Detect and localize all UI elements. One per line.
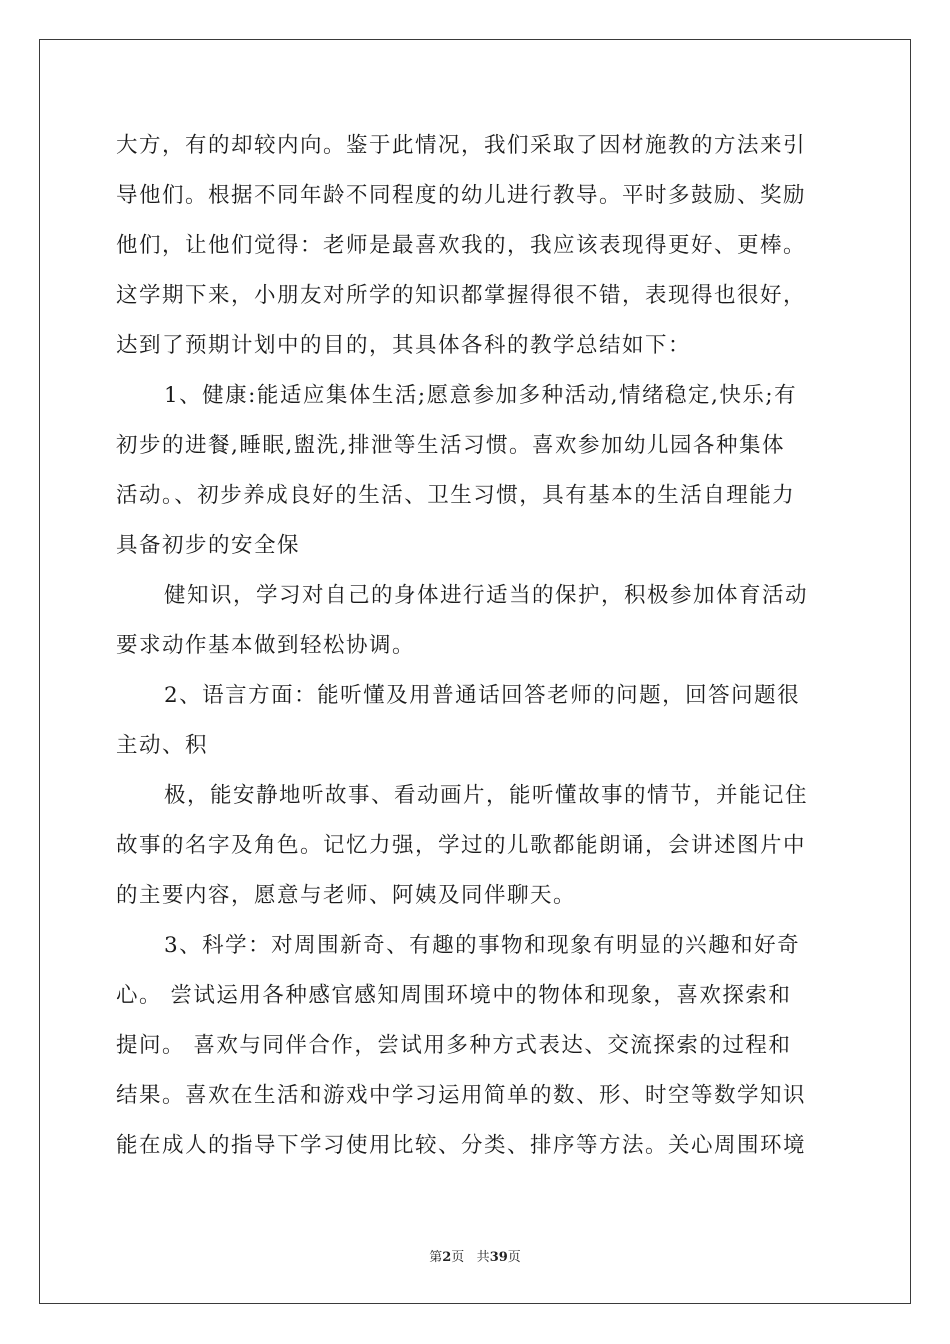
text-line: 2、语言方面：能听懂及用普通话回答老师的问题，回答问题很	[164, 683, 801, 708]
text-line: 他们，让他们觉得：老师是最喜欢我的，我应该表现得更好、更棒。	[116, 233, 807, 258]
text-line: 达到了预期计划中的目的，其具体各科的教学总结如下：	[116, 333, 692, 358]
text-line: 大方，有的却较内向。鉴于此情况，我们采取了因材施教的方法来引	[116, 133, 807, 158]
page-suffix: 页	[451, 1250, 465, 1265]
text-line: 健知识，学习对自己的身体进行适当的保护，积极参加体育活动	[164, 583, 809, 608]
text-line: 要求动作基本做到轻松协调。	[116, 633, 416, 658]
text-line: 结果。喜欢在生活和游戏中学习运用简单的数、形、时空等数学知识	[116, 1083, 807, 1108]
total-prefix: 共	[476, 1250, 490, 1265]
text-line: 的主要内容，愿意与老师、阿姨及同伴聊天。	[116, 883, 577, 908]
text-line: 能在成人的指导下学习使用比较、分类、排序等方法。关心周围环境	[116, 1133, 807, 1158]
text-line: 提问。 喜欢与同伴合作，尝试用多种方式表达、交流探索的过程和	[116, 1033, 792, 1058]
text-line: 故事的名字及角色。记忆力强，学过的儿歌都能朗诵，会讲述图片中	[116, 833, 807, 858]
text-line: 极，能安静地听故事、看动画片，能听懂故事的情节，并能记住	[164, 783, 809, 808]
page-footer	[0, 1246, 950, 1265]
text-line: 初步的进餐,睡眠,盥洗,排泄等生活习惯。喜欢参加幼儿园各种集体	[116, 433, 786, 458]
page-prefix: 第	[429, 1250, 443, 1265]
text-line: 活动。、初步养成良好的生活、卫生习惯，具有基本的生活自理能力	[116, 483, 796, 508]
document-body	[116, 121, 840, 1171]
text-line: 具备初步的安全保	[116, 533, 301, 558]
text-line: 1、健康:能适应集体生活;愿意参加多种活动,情绪稳定,快乐;有	[164, 383, 798, 408]
text-line: 导他们。根据不同年龄不同程度的幼儿进行教导。平时多鼓励、奖励	[116, 183, 807, 208]
total-suffix: 页	[507, 1250, 521, 1265]
text-line: 这学期下来，小朋友对所学的知识都掌握得很不错，表现得也很好，	[116, 283, 807, 308]
text-line: 心。 尝试运用各种感官感知周围环境中的物体和现象，喜欢探索和	[116, 983, 792, 1008]
body-text	[116, 121, 840, 1171]
text-line: 主动、积	[116, 733, 209, 758]
page-number: 2	[442, 1250, 452, 1265]
text-line: 3、科学：对周围新奇、有趣的事物和现象有明显的兴趣和好奇	[164, 933, 801, 958]
total-pages: 39	[489, 1250, 508, 1265]
